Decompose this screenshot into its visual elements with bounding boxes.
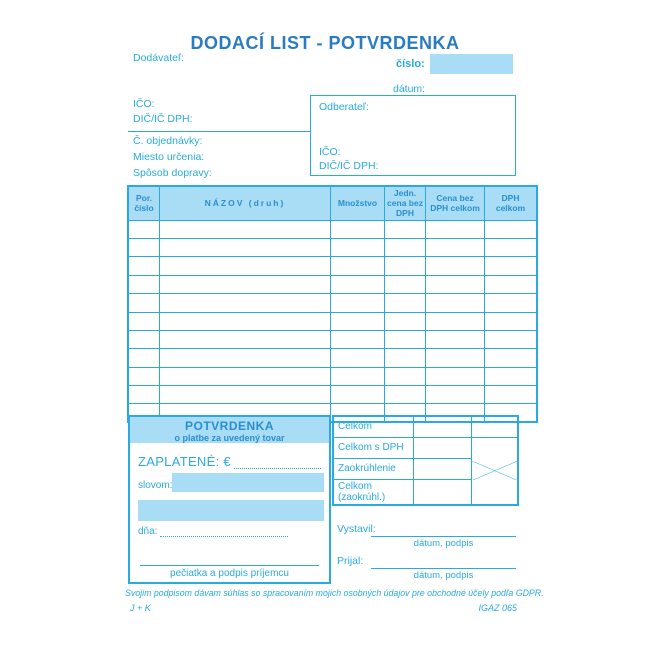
items-table-cell [385,349,426,367]
items-table-cell [385,294,426,312]
printer-brand: J + K [130,603,151,613]
col-header-price-total: Cena bez DPH celkom [426,186,485,220]
items-table-cell [128,275,160,293]
items-table-header [128,186,537,220]
stamp-signature-label: pečiatka a podpis príjemcu [170,568,289,579]
gdpr-consent-note: Svojim podpisom dávam súhlas so spracovaním mojich osobných údajov pre obchodné účely podľa GDPR. [125,588,544,598]
items-table-cell [485,257,538,275]
items-table-row [128,257,537,275]
issued-signature-hint: dátum, podpis [413,538,474,549]
received-by-label: Prijal: [337,555,364,567]
items-table-cell [331,349,385,367]
items-table-cell [485,349,538,367]
totals-value-cell [413,458,471,479]
crossed-out-cell [471,437,518,505]
items-table-cell [331,294,385,312]
items-table-cell [426,257,485,275]
items-table-cell [331,238,385,256]
totals-label: Celkom (zaokrúhl.) [333,479,413,505]
items-table-cell [331,386,385,404]
items-table-cell [426,349,485,367]
items-table-row [128,330,537,348]
customer-ico-label: IČO: [319,146,341,158]
receipt-date-line [160,525,288,537]
document-number-row [396,54,513,74]
cross-out-icon [472,461,518,481]
items-table-cell [385,238,426,256]
items-table-row [128,386,537,404]
paid-amount-row [138,454,321,469]
col-header-unit-price: Jedn. cena bez DPH [385,186,426,220]
col-header-quantity: Množstvo [331,186,385,220]
items-table-cell [385,275,426,293]
customer-label: Odberateľ: [319,101,369,113]
col-header-name: NÁZOV (druh) [160,186,331,220]
receipt-header [130,417,329,443]
totals-extra-cell [471,416,518,437]
items-table-cell [128,220,160,238]
receipt-title: POTVRDENKA [184,419,274,433]
totals-row [333,416,518,437]
amount-in-words-field-1 [172,473,324,492]
items-table-cell [128,367,160,385]
totals-value-cell [413,437,471,458]
amount-in-words-label: slovom: [138,480,173,491]
supplier-label: Dodávateľ: [133,52,184,64]
items-table-cell [485,330,538,348]
items-table-cell [426,367,485,385]
items-table-cell [426,312,485,330]
items-table-cell [128,386,160,404]
totals-label: Celkom s DPH [333,437,413,458]
items-table-cell [160,367,331,385]
items-table-cell [426,238,485,256]
number-field [430,54,513,74]
transport-label: Spôsob dopravy: [133,167,212,179]
items-table-cell [128,294,160,312]
items-table-cell [331,367,385,385]
items-table-cell [128,349,160,367]
items-table-cell [485,312,538,330]
items-table-cell [426,275,485,293]
items-table-cell [426,386,485,404]
receipt-date-row [138,525,288,537]
items-table-cell [485,220,538,238]
date-label: dátum: [393,83,426,96]
items-table-cell [426,330,485,348]
items-table-cell [128,238,160,256]
items-table-cell [485,367,538,385]
totals-table [332,415,519,506]
items-table [127,185,538,423]
items-table-cell [160,386,331,404]
totals-label: Zaokrúhlenie [333,458,413,479]
totals-row [333,437,518,458]
items-table-cell [385,367,426,385]
form-code: IGAZ 065 [478,603,517,613]
amount-in-words-field-2 [138,500,324,521]
paid-amount-line [234,457,321,469]
receipt-box [128,415,331,584]
items-table-row [128,349,537,367]
items-table-cell [385,257,426,275]
totals-table-body [333,416,518,505]
items-table-body [128,220,537,422]
items-table-cell [160,294,331,312]
items-table-cell [485,386,538,404]
col-header-number: Por. číslo [128,186,160,220]
customer-dic-label: DIČ/IČ DPH: [319,160,379,172]
stamp-signature-line [140,565,319,566]
items-table-cell [485,294,538,312]
number-label: číslo: [396,57,425,70]
items-table-cell [426,294,485,312]
customer-box [310,95,516,176]
items-table-cell [160,330,331,348]
items-table-row [128,312,537,330]
items-table-cell [160,275,331,293]
items-table-cell [331,275,385,293]
receipt-date-label: dňa: [138,526,158,537]
items-table-cell [385,330,426,348]
paid-label: ZAPLATENÉ: € [138,454,231,469]
order-number-label: Č. objednávky: [133,135,203,147]
items-table-cell [385,220,426,238]
received-signature-hint: dátum, podpis [413,570,474,581]
items-table-cell [485,275,538,293]
items-table-cell [160,312,331,330]
received-signature-line [371,568,516,569]
divider-line [128,131,310,132]
items-table-cell [331,257,385,275]
issued-by-label: Vystavil: [337,523,376,535]
items-table-cell [331,220,385,238]
supplier-ico-label: IČO: [133,98,155,110]
items-table-cell [128,312,160,330]
form-title: DODACÍ LIST - POTVRDENKA [190,33,460,53]
receipt-subtitle: o platbe za uvedený tovar [174,433,285,443]
items-table-row [128,367,537,385]
items-table-cell [160,238,331,256]
items-table-cell [128,330,160,348]
items-table-row [128,220,537,238]
items-table-cell [331,330,385,348]
totals-value-cell [413,479,471,505]
items-table-cell [128,257,160,275]
totals-label: Celkom [333,416,413,437]
items-table-cell [426,220,485,238]
items-table-cell [160,349,331,367]
items-table-row [128,294,537,312]
items-table-cell [160,220,331,238]
items-table-cell [385,312,426,330]
issued-signature-line [371,536,516,537]
items-table-row [128,238,537,256]
totals-value-cell [413,416,471,437]
items-table-cell [385,386,426,404]
col-header-vat-total: DPH celkom [485,186,538,220]
items-table-cell [160,257,331,275]
items-table-row [128,275,537,293]
destination-label: Miesto určenia: [133,151,205,163]
items-table-cell [331,312,385,330]
items-table-cell [485,238,538,256]
supplier-dic-label: DIČ/IČ DPH: [133,113,193,125]
